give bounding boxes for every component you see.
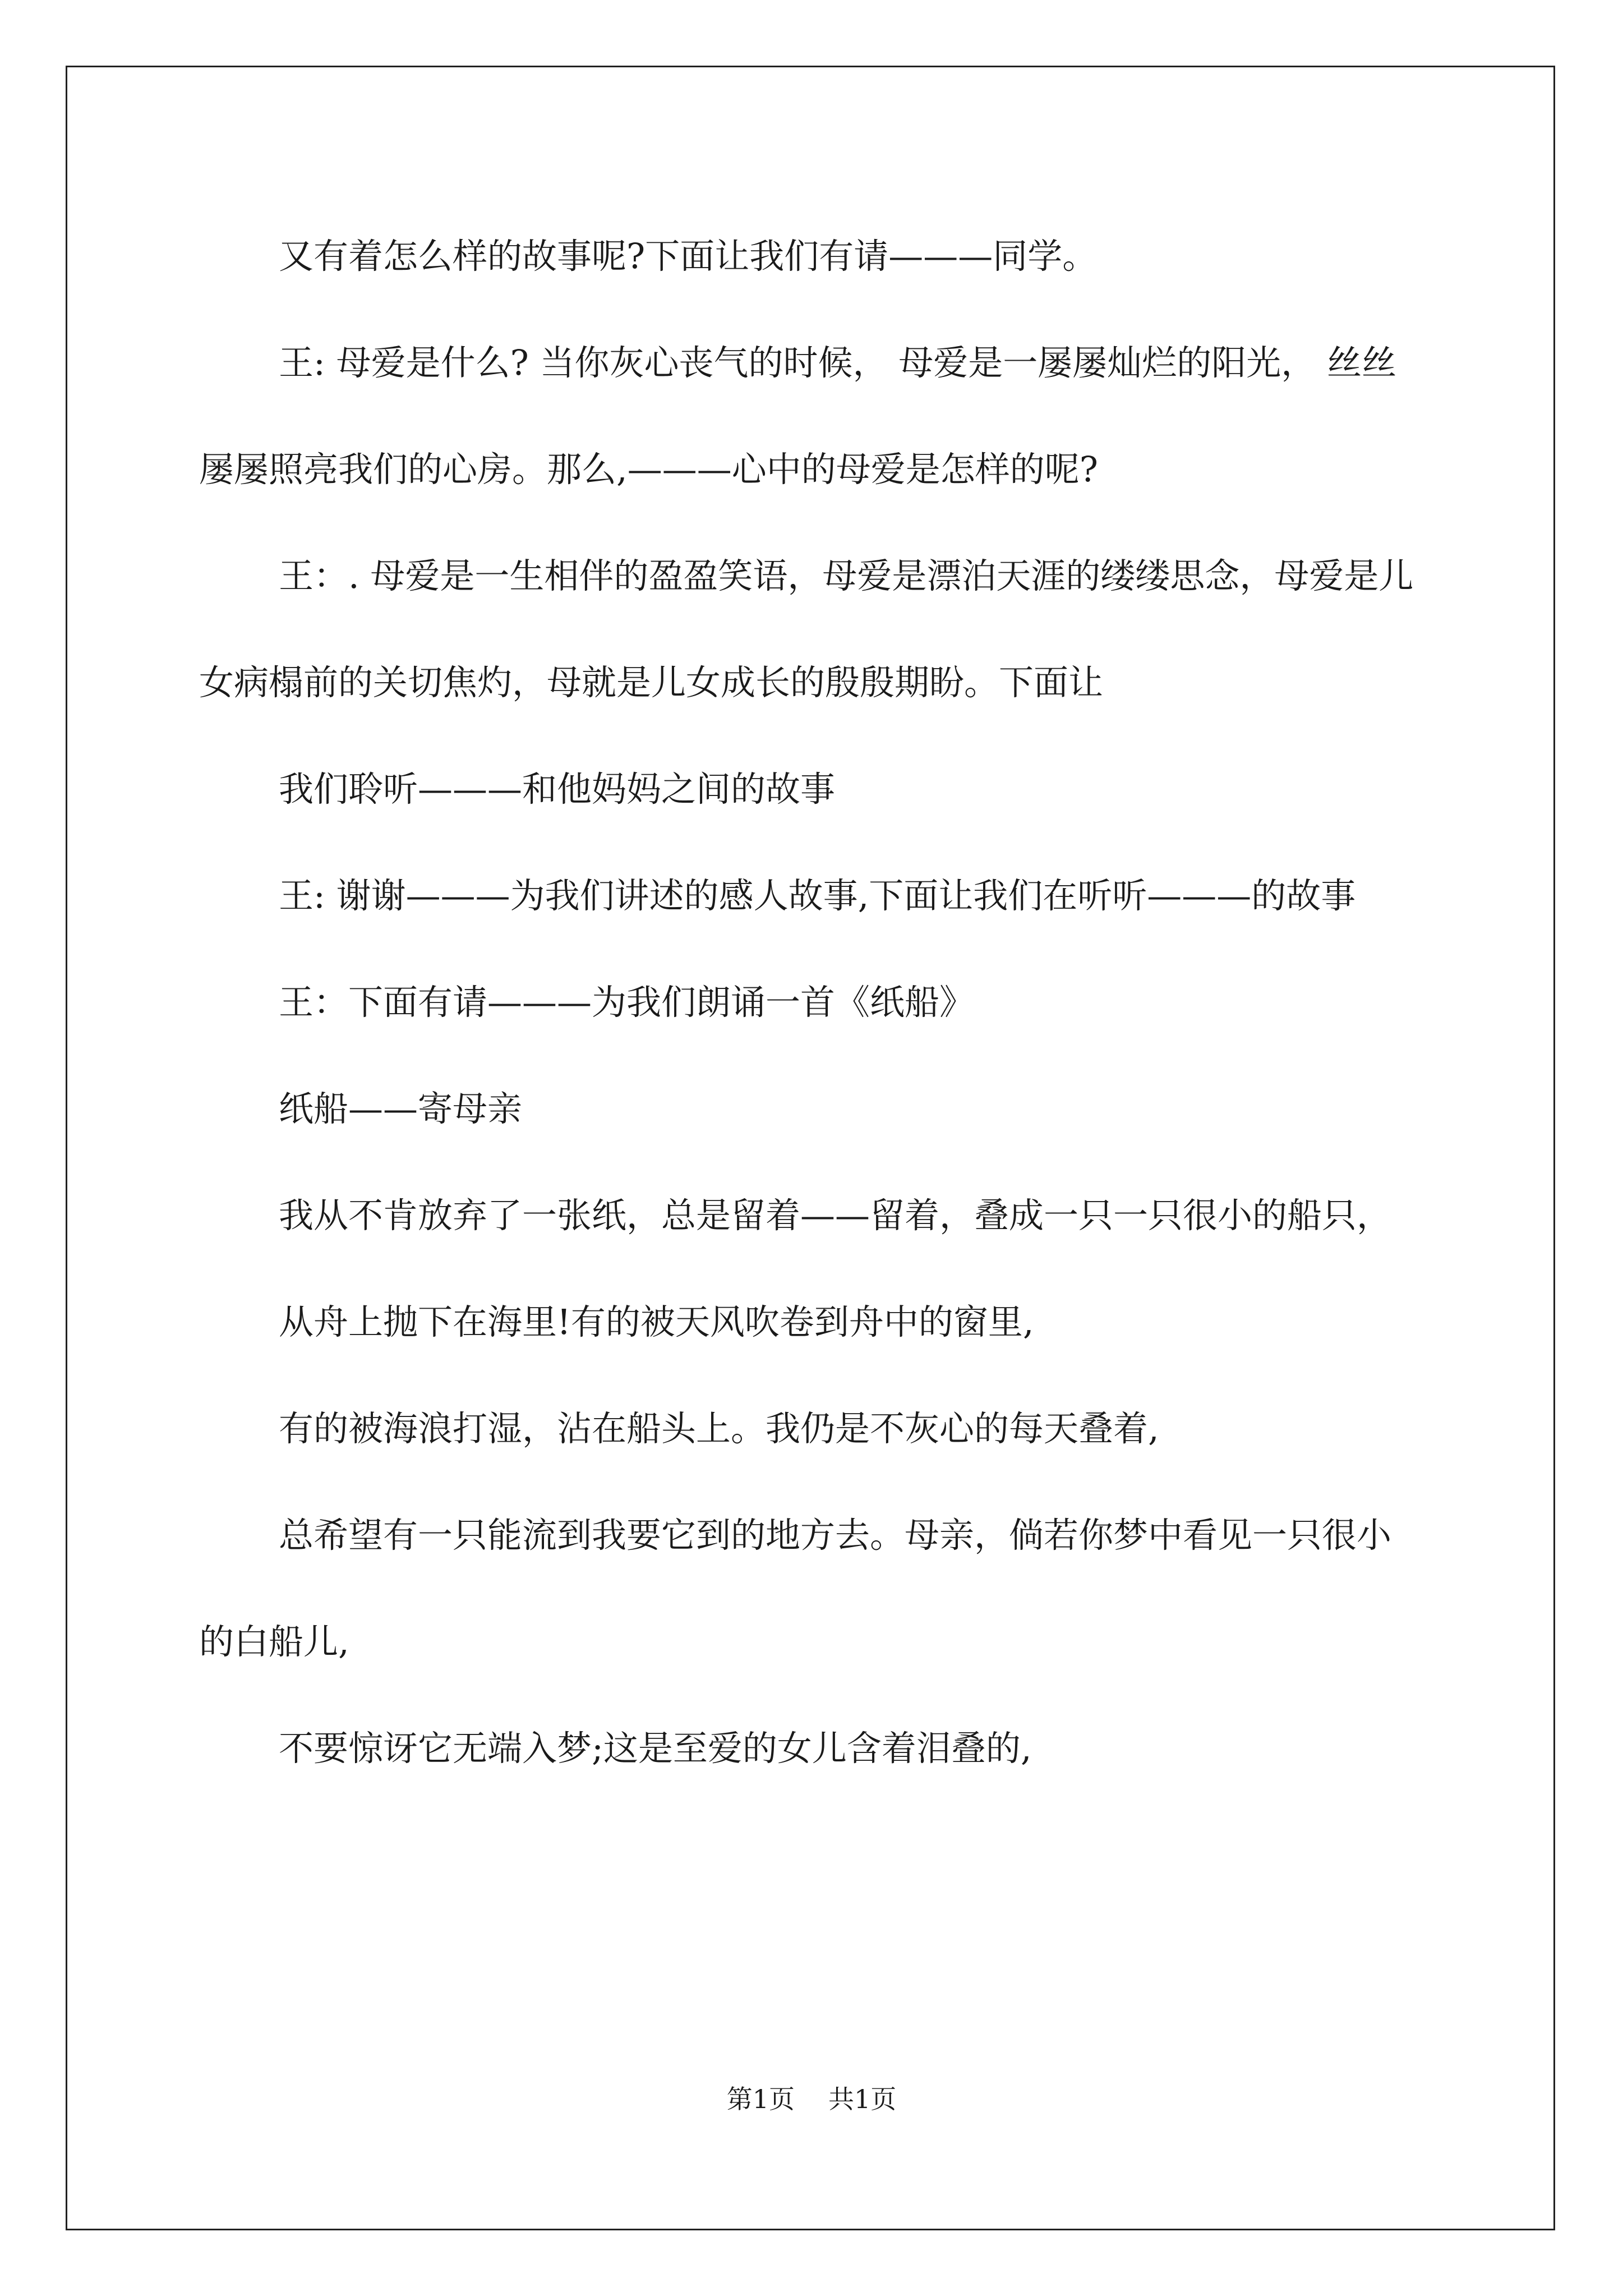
paragraph: 从舟上抛下在海里!有的被天风吹卷到舟中的窗里, xyxy=(279,1301,1034,1342)
paragraph: 王: 谢谢———为我们讲述的感人故事,下面让我们在听听———的故事 xyxy=(279,875,1356,916)
paragraph: 我从不肯放弃了一张纸，总是留着——留着，叠成一只一只很小的船只， xyxy=(279,1195,1392,1236)
document-body xyxy=(199,203,1416,1802)
paragraph: 王：. 母爱是一生相伴的盈盈笑语，母爱是漂泊天涯的缕缕思念，母爱是儿女病榻前的关切焦灼，母就是儿女成长的殷殷期盼。下面让 xyxy=(199,555,1414,703)
paragraph: 王: 母爱是什么? 当你灰心丧气的时候， 母爱是一屡屡灿烂的阳光， 丝丝屡屡照亮我们的心房。那么,———心中的母爱是怎样的呢? xyxy=(199,342,1396,490)
page-footer xyxy=(0,2082,1623,2116)
paragraph: 我们聆听———和他妈妈之间的故事 xyxy=(279,769,836,809)
page-number-total: 共1页 xyxy=(828,2084,897,2114)
paragraph: 不要惊讶它无端入梦;这是至爱的女儿含着泪叠的, xyxy=(279,1728,1032,1769)
paragraph: 王：下面有请———为我们朗诵一首《纸船》 xyxy=(279,982,975,1023)
poem-title: 纸船——寄母亲 xyxy=(279,1088,523,1129)
paragraph: 有的被海浪打湿，沾在船头上。我仍是不灰心的每天叠着, xyxy=(279,1408,1159,1449)
paragraph: 又有着怎么样的故事呢?下面让我们有请———同学。 xyxy=(279,236,1098,277)
page-number-current: 第1页 xyxy=(726,2084,795,2114)
paragraph: 总希望有一只能流到我要它到的地方去。母亲，倘若你梦中看见一只很小的白船儿, xyxy=(199,1515,1392,1662)
